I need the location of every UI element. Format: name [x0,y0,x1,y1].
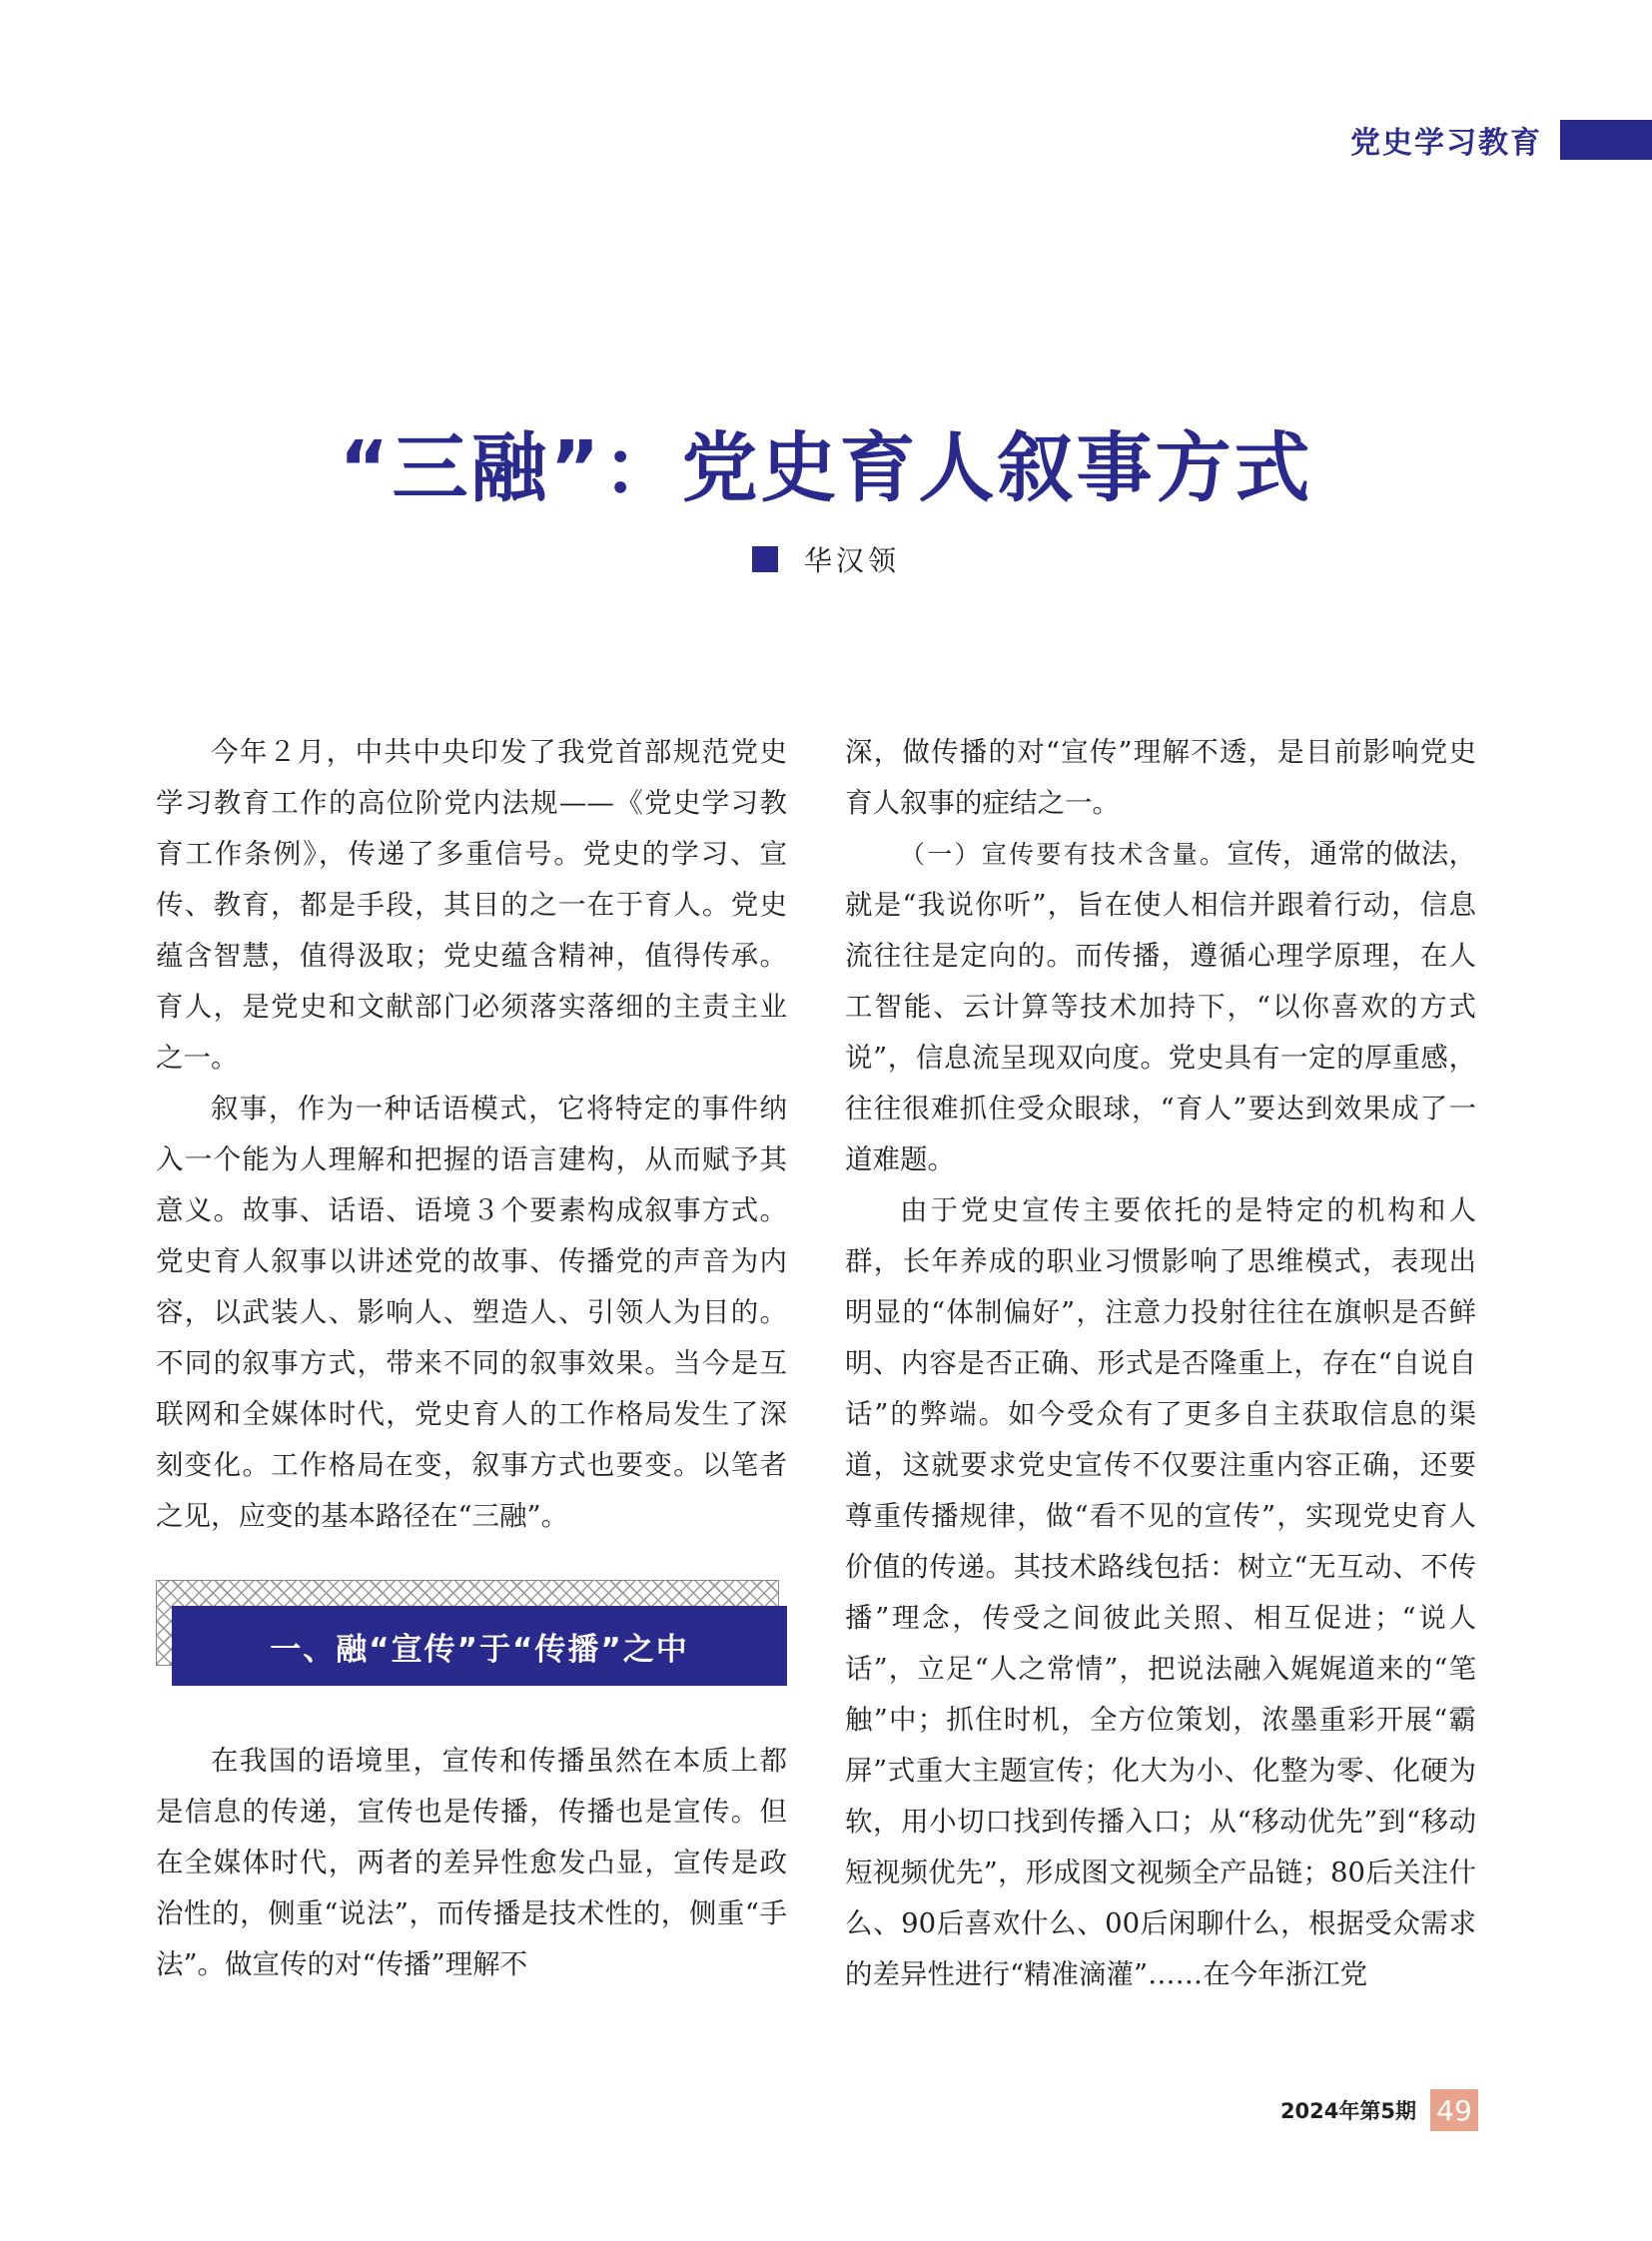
left-column [156,727,787,1990]
section-title: 党史学习教育 [1350,126,1542,161]
section-accent-bar [1560,120,1652,160]
article-title: “三融”：党史育人叙事方式 [339,423,1313,512]
paragraph [845,829,1476,1185]
issue-label: 2024年第5期 [1279,2099,1416,2123]
paragraph-lead: （一）宣传要有技术含量。 [900,840,1228,869]
subheading-text: 一、融“宣传”于“传播”之中 [270,1631,689,1668]
page-footer [1280,2089,1478,2131]
paragraph: 在我国的语境里，宣传和传播虽然在本质上都是信息的传递，宣传也是传播，传播也是宣传。但在全媒体时代，两者的差异性愈发凸显，宣传是政治性的，侧重“说法”，而传播是技术性的，侧重“手法”。做宣传的对“传播”理解不 [156,1745,787,1980]
paragraph-continuation: 深，做传播的对“宣传”理解不透，是目前影响党史育人叙事的症结之一。 [845,736,1476,819]
author-line [0,539,1652,579]
paragraph-body: 宣传，通常的做法，就是“我说你听”，旨在使人相信并跟着行动，信息流往往是定向的。而传播，遵循心理学原理，在人工智能、云计算等技术加持下，“以你喜欢的方式说”，信息流呈现双向度。党史具有一定的厚重感，往往很难抓住受众眼球，“育人”要达到效果成了一道难题。 [845,838,1476,1175]
paragraph: 叙事，作为一种话语模式，它将特定的事件纳入一个能为人理解和把握的语言建构，从而赋予其意义。故事、话语、语境３个要素构成叙事方式。党史育人叙事以讲述党的故事、传播党的声音为内容，以武装人、影响人、塑造人、引领人为目的。不同的叙事方式，带来不同的叙事效果。当今是互联网和全媒体时代，党史育人的工作格局发生了深刻变化。工作格局在变，叙事方式也要变。以笔者之见，应变的基本路径在“三融”。 [156,1093,787,1532]
section-header [1350,116,1652,164]
author-square-icon [752,546,778,572]
right-column [845,727,1476,2000]
page-number-badge: 49 [1430,2089,1478,2131]
subheading-block [156,1580,787,1706]
paragraph: 今年２月，中共中央印发了我党首部规范党史学习教育工作的高位阶党内法规——《党史学习教育工作条例》，传递了多重信号。党史的学习、宣传、教育，都是手段，其目的之一在于育人。党史蕴含智慧，值得汲取；党史蕴含精神，值得传承。育人，是党史和文献部门必须落实落细的主责主业之一。 [156,736,787,1074]
paragraph: 由于党史宣传主要依托的是特定的机构和人群，长年养成的职业习惯影响了思维模式，表现出明显的“体制偏好”，注意力投射往往在旗帜是否鲜明、内容是否正确、形式是否隆重上，存在“自说自话”的弊端。如今受众有了更多自主获取信息的渠道，这就要求党史宣传不仅要注重内容正确，还要尊重传播规律，做“看不见的宣传”，实现党史育人价值的传递。其技术路线包括：树立“无互动、不传播”理念，传受之间彼此关照、相互促进；“说人话”，立足“人之常情”，把说法融入娓娓道来的“笔触”中；抓住时机，全方位策划，浓墨重彩开展“霸屏”式重大主题宣传；化大为小、化整为零、化硬为软，用小切口找到传播入口；从“移动优先”到“移动短视频优先”，形成图文视频全产品链；80后关注什么、90后喜欢什么、00后闲聊什么，根据受众需求的差异性进行“精准滴灌”……在今年浙江党 [845,1194,1476,1990]
subheading-box [172,1606,787,1686]
author-name: 华汉领 [803,544,900,577]
